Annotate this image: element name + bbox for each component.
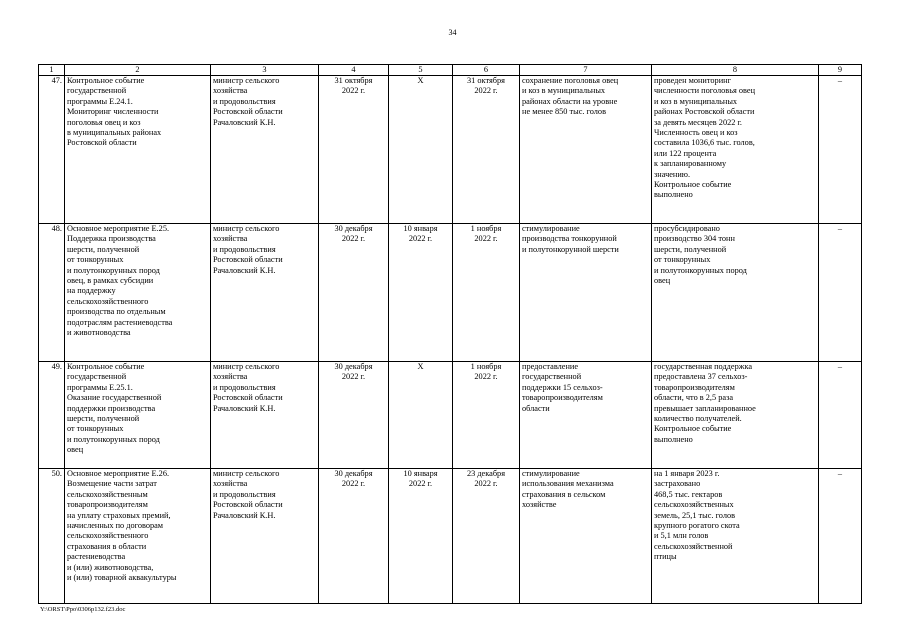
cell-text-line: государственной <box>67 86 127 96</box>
cell-text-line: страхования в области <box>67 541 147 551</box>
cell-number: 47. <box>39 76 65 224</box>
cell-text-line: Основное мероприятие Е.25. <box>67 224 170 233</box>
col-header-6: 6 <box>453 65 520 76</box>
cell-text-line: товаропроизводителям <box>522 393 603 403</box>
cell-event <box>65 362 211 469</box>
cell-text-line: X <box>417 362 424 371</box>
cell-text-line: Рачаловский К.Н. <box>213 510 276 520</box>
table-row <box>39 76 862 224</box>
cell-text-line: шерсти, полученной <box>67 244 140 254</box>
cell-text-line: или 122 процента <box>654 148 717 158</box>
cell-expected-result <box>520 469 652 604</box>
cell-text-line: X <box>417 76 424 85</box>
col-header-1: 1 <box>39 65 65 76</box>
cell-text-line: растениеводства <box>67 552 126 562</box>
cell-text-line: стимулирование <box>522 469 580 478</box>
cell-text-line: и (или) товарной аквакультуры <box>67 573 177 583</box>
cell-plan-date <box>319 362 389 469</box>
cell-text-line: районах Ростовской области <box>654 107 755 117</box>
cell-text-line: программы Е.24.1. <box>67 96 133 106</box>
cell-text-line: от тонкорунных <box>67 255 124 265</box>
cell-text-line: Ростовской области <box>213 500 283 510</box>
cell-note: – <box>819 76 862 224</box>
cell-text-line: 2022 г. <box>408 234 433 244</box>
cell-start-date <box>389 362 453 469</box>
cell-text-line: и полутонкорунных пород <box>67 265 160 275</box>
cell-text-line: Численность овец и коз <box>654 128 738 138</box>
cell-end-date <box>453 76 520 224</box>
cell-text-line: и коз в муниципальных <box>522 86 606 96</box>
col-header-5: 5 <box>389 65 453 76</box>
cell-text-line: и (или) животноводства, <box>67 562 154 572</box>
cell-text-line: шерсти, полученной <box>67 414 140 424</box>
cell-text-line: Ростовской области <box>213 255 283 265</box>
cell-executor <box>211 224 319 362</box>
cell-text-line: не менее 850 тыс. голов <box>522 107 607 117</box>
cell-text-line: 1 ноября <box>470 224 502 233</box>
cell-text-line: и животноводства <box>67 328 131 338</box>
cell-text-line: за девять месяцев 2022 г. <box>654 117 743 127</box>
cell-text-line: Ростовской области <box>67 138 137 148</box>
cell-text-line: 10 января <box>403 469 438 478</box>
cell-text-line: Рачаловский К.Н. <box>213 403 276 413</box>
cell-text-line: сельскохозяйственного <box>67 296 149 306</box>
cell-text-line: 2022 г. <box>474 234 498 244</box>
cell-text-line: государственной <box>67 372 127 382</box>
cell-text-line: значению. <box>654 169 691 179</box>
cell-text-line: Поддержка производства <box>67 234 156 244</box>
cell-text-line: 30 декабря <box>334 469 373 478</box>
cell-text-line: Контрольное событие <box>67 362 145 371</box>
cell-text-line: Контрольное событие <box>67 76 145 85</box>
cell-text-line: 23 декабря <box>466 469 506 478</box>
cell-text-line: министр сельского <box>213 76 280 85</box>
cell-text-line: 2022 г. <box>408 479 433 489</box>
cell-number: 48. <box>39 224 65 362</box>
cell-text-line: и коз в муниципальных <box>654 96 738 106</box>
cell-text-line: хозяйстве <box>522 500 557 510</box>
col-header-4: 4 <box>319 65 389 76</box>
cell-text-line: Рачаловский К.Н. <box>213 117 276 127</box>
cell-text-line: программы Е.25.1. <box>67 382 133 392</box>
cell-plan-date <box>319 224 389 362</box>
cell-text-line: поддержки производства <box>67 403 156 413</box>
table-row <box>39 224 862 362</box>
cell-text-line: в муниципальных районах <box>67 128 162 138</box>
col-header-2: 2 <box>65 65 211 76</box>
cell-text-line: 2022 г. <box>341 234 366 244</box>
cell-text-line: 2022 г. <box>474 372 498 382</box>
cell-text-line: области <box>522 403 550 413</box>
cell-text-line: Оказание государственной <box>67 393 162 403</box>
cell-text-line: сохранение поголовья овец <box>522 76 619 85</box>
cell-text-line: сельскохозяйственным <box>67 489 148 499</box>
cell-text-line: министр сельского <box>213 224 280 233</box>
cell-text-line: министр сельского <box>213 469 280 478</box>
cell-text-line: крупного рогатого скота <box>654 521 740 531</box>
cell-text-line: производства тонкорунной <box>522 234 617 244</box>
cell-text-line: овец, в рамках субсидии <box>67 276 154 286</box>
cell-achieved-result <box>652 224 819 362</box>
cell-text-line: Мониторинг численности <box>67 107 159 117</box>
cell-expected-result <box>520 362 652 469</box>
cell-text-line: области, что в 2,5 раза <box>654 393 734 403</box>
cell-note: – <box>819 224 862 362</box>
cell-text-line: 31 октября <box>334 76 373 85</box>
cell-text-line: государственной <box>522 372 582 382</box>
cell-text-line: овец <box>67 445 84 455</box>
cell-text-line: Возмещение части затрат <box>67 479 157 489</box>
footer-file-path: Y:\ORST\Ppo\0306p132.f23.doc <box>40 606 126 613</box>
cell-event <box>65 76 211 224</box>
cell-text-line: птицы <box>654 552 677 562</box>
cell-text-line: начисленных по договорам <box>67 521 164 531</box>
cell-text-line: от тонкорунных <box>654 255 711 265</box>
header-row <box>39 65 862 76</box>
col-header-9: 9 <box>819 65 862 76</box>
cell-text-line: овец <box>654 276 671 286</box>
cell-text-line: просубсидировано <box>654 224 720 233</box>
cell-executor <box>211 76 319 224</box>
cell-text-line: и продовольствия <box>213 244 276 254</box>
cell-text-line: поддержки 15 сельхоз- <box>522 382 603 392</box>
cell-expected-result <box>520 76 652 224</box>
cell-text-line: превышает запланированное <box>654 403 756 413</box>
cell-text-line: 2022 г. <box>341 86 366 96</box>
cell-text-line: Основное мероприятие Е.26. <box>67 469 170 478</box>
cell-text-line: страхования в сельском <box>522 489 606 499</box>
cell-text-line: и полутонкорунных пород <box>67 434 160 444</box>
cell-end-date <box>453 469 520 604</box>
cell-text-line: и продовольствия <box>213 489 276 499</box>
cell-start-date <box>389 76 453 224</box>
cell-start-date <box>389 469 453 604</box>
table-row <box>39 362 862 469</box>
cell-text-line: 30 декабря <box>334 224 373 233</box>
cell-text-line: районах области на уровне <box>522 96 618 106</box>
cell-plan-date <box>319 76 389 224</box>
cell-text-line: подотраслям растениеводства <box>67 317 173 327</box>
cell-text-line: хозяйства <box>213 86 248 96</box>
cell-text-line: хозяйства <box>213 234 248 244</box>
table-row <box>39 469 862 604</box>
cell-text-line: государственная поддержка <box>654 362 753 371</box>
cell-text-line: сельскохозяйственной <box>654 541 733 551</box>
report-table <box>38 64 862 604</box>
cell-text-line: от тонкорунных <box>67 424 124 434</box>
cell-text-line: 1 ноября <box>470 362 502 371</box>
cell-text-line: на 1 января 2023 г. <box>654 469 720 478</box>
cell-start-date <box>389 224 453 362</box>
col-header-8: 8 <box>652 65 819 76</box>
cell-text-line: и полутонкорунных пород <box>654 265 747 275</box>
cell-number: 50. <box>39 469 65 604</box>
cell-end-date <box>453 362 520 469</box>
cell-text-line: товаропроизводителям <box>67 500 148 510</box>
cell-text-line: Контрольное событие <box>654 424 732 434</box>
col-header-3: 3 <box>211 65 319 76</box>
cell-text-line: поголовья овец и коз <box>67 117 141 127</box>
cell-text-line: 10 января <box>403 224 438 233</box>
cell-text-line: 468,5 тыс. гектаров <box>654 489 723 499</box>
cell-text-line: Контрольное событие <box>654 180 732 190</box>
cell-text-line: производство 304 тонн <box>654 234 735 244</box>
cell-text-line: предоставлена 37 сельхоз- <box>654 372 748 382</box>
cell-text-line: составила 1036,6 тыс. голов, <box>654 138 755 148</box>
cell-text-line: предоставление <box>522 362 579 371</box>
cell-text-line: хозяйства <box>213 479 248 489</box>
page-number: 34 <box>448 28 457 37</box>
cell-text-line: застраховано <box>654 479 701 489</box>
cell-text-line: товаропроизводителям <box>654 382 735 392</box>
cell-text-line: выполнено <box>654 190 693 200</box>
cell-text-line: к запланированному <box>654 159 727 169</box>
col-header-7: 7 <box>520 65 652 76</box>
cell-executor <box>211 362 319 469</box>
cell-text-line: 30 декабря <box>334 362 373 371</box>
cell-text-line: на уплату страховых премий, <box>67 510 171 520</box>
cell-text-line: использования механизма <box>522 479 614 489</box>
cell-executor <box>211 469 319 604</box>
cell-plan-date <box>319 469 389 604</box>
cell-end-date <box>453 224 520 362</box>
cell-text-line: выполнено <box>654 434 693 444</box>
cell-text-line: 2022 г. <box>474 86 498 96</box>
cell-event <box>65 469 211 604</box>
cell-text-line: Ростовской области <box>213 107 283 117</box>
cell-text-line: стимулирование <box>522 224 580 233</box>
cell-achieved-result <box>652 362 819 469</box>
cell-text-line: земель, 25,1 тыс. голов <box>654 510 736 520</box>
cell-text-line: шерсти, полученной <box>654 244 727 254</box>
cell-note: – <box>819 469 862 604</box>
cell-text-line: численности поголовья овец <box>654 86 756 96</box>
cell-number: 49. <box>39 362 65 469</box>
cell-text-line: министр сельского <box>213 362 280 371</box>
cell-text-line: производства по отдельным <box>67 307 166 317</box>
cell-text-line: и полутонкорунной шерсти <box>522 244 619 254</box>
cell-text-line: и продовольствия <box>213 96 276 106</box>
cell-achieved-result <box>652 76 819 224</box>
cell-text-line: сельскохозяйственных <box>654 500 734 510</box>
cell-text-line: 2022 г. <box>341 479 366 489</box>
cell-note: – <box>819 362 862 469</box>
cell-text-line: Рачаловский К.Н. <box>213 265 276 275</box>
cell-event <box>65 224 211 362</box>
cell-expected-result <box>520 224 652 362</box>
cell-text-line: 31 октября <box>467 76 505 85</box>
cell-text-line: количество получателей. <box>654 414 742 424</box>
cell-text-line: и продовольствия <box>213 382 276 392</box>
cell-text-line: 2022 г. <box>474 479 498 489</box>
cell-text-line: 2022 г. <box>341 372 366 382</box>
cell-text-line: проведен мониторинг <box>654 76 731 85</box>
cell-text-line: на поддержку <box>67 286 116 296</box>
cell-text-line: и 5,1 млн голов <box>654 531 709 541</box>
cell-text-line: Ростовской области <box>213 393 283 403</box>
cell-text-line: хозяйства <box>213 372 248 382</box>
cell-text-line: сельскохозяйственного <box>67 531 149 541</box>
cell-achieved-result <box>652 469 819 604</box>
